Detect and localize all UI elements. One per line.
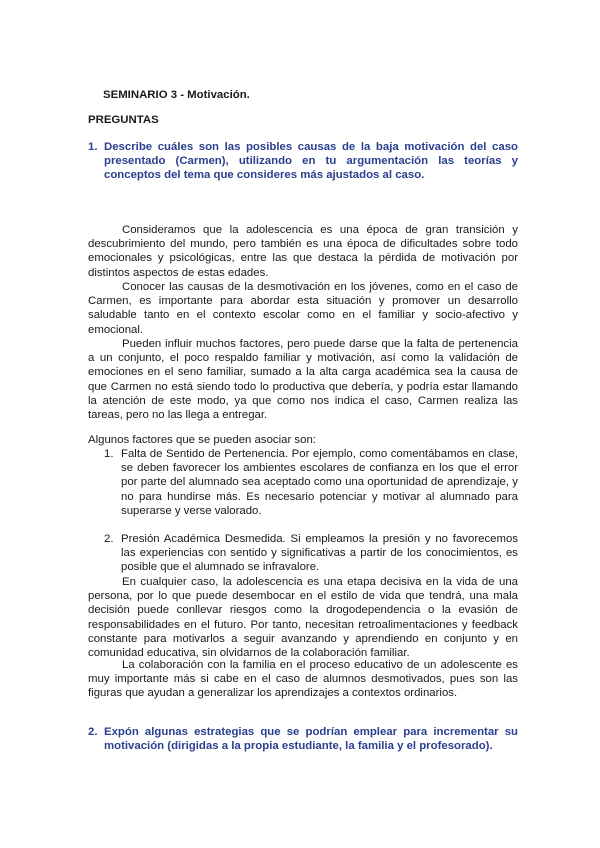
- question-1-text: Describe cuáles son las posibles causas de la baja motivación del caso presentado (Carmen), utilizando en tu argumentación las teorías y conceptos del tema que consideres más ajustados al caso.: [104, 141, 518, 182]
- factor-item-number: 2.: [104, 533, 114, 545]
- paragraph-1: Consideramos que la adolescencia es una época de gran transición y descubrimiento del mundo, pero también es una época de dificultades sobre todo emocionales y psicológicas, entre las que destaca la pérdida de motivación por distintos aspectos de estas edades.: [88, 224, 518, 279]
- paragraph-2: Conocer las causas de la desmotivación en los jóvenes, como en el caso de Carmen, es importante para abordar esta situación y promover un desarrollo saludable tanto en el contexto escolar como en el familiar y socio-afectivo y emocional.: [88, 281, 518, 336]
- question-1-number: 1.: [88, 141, 98, 153]
- factor-item-text: Presión Académica Desmedida. Si empleamos la presión y no favorecemos las experiencias con sentido y significativas a partir de los conocimientos, es posible que el alumnado se infravalore.: [121, 533, 518, 574]
- question-2-number: 2.: [88, 726, 98, 738]
- section-heading: PREGUNTAS: [88, 114, 159, 126]
- factor-item-2: [104, 532, 518, 575]
- question-2: [88, 725, 518, 753]
- paragraph-5: La colaboración con la familia en el proceso educativo de un adolescente es muy importante más si cabe en el caso de alumnos desmotivados, pues son las figuras que ayudan a generalizar los aprendizajes a contextos ordinarios.: [88, 659, 518, 700]
- document-title: SEMINARIO 3 - Motivación.: [103, 89, 250, 101]
- paragraph-3: Pueden influir muchos factores, pero puede darse que la falta de pertenencia a un conjunto, el poco respaldo familiar y motivación, así como la validación de emociones en el seno familiar, sumado a la alta carga académica sea la causa de que Carmen no está siendo todo lo productiva que debería, y podría estar llamando la atención de este modo, ya que como nos indica el caso, Carmen realiza las tareas, pero no las llega a entregar.: [88, 338, 518, 422]
- factor-item-1: [104, 447, 518, 518]
- factor-item-number: 1.: [104, 448, 114, 460]
- question-1: [88, 140, 518, 183]
- factors-intro: Algunos factores que se pueden asociar son:: [88, 434, 316, 446]
- factor-item-text: Falta de Sentido de Pertenencia. Por ejemplo, como comentábamos en clase, se deben favorecer los ambientes escolares de confianza en los que el error por parte del alumnado sea aceptado como una oportunidad de aprendizaje, y no para hundirse más. Es necesario potenciar y motivar al alumnado para superarse y verse valorado.: [121, 448, 518, 517]
- question-2-text: Expón algunas estrategias que se podrían emplear para incrementar su motivación (dirigidas a la propia estudiante, la familia y el profesorado).: [104, 726, 518, 753]
- paragraph-4: En cualquier caso, la adolescencia es una etapa decisiva en la vida de una persona, por lo que puede desembocar en el estilo de vida que tendrá, una mala decisión puede conllevar riesgos como la drogodependencia o la evasión de responsabilidades en el futuro. Por tanto, necesitan retroalimentaciones y feedback constante para motivarlos a seguir avanzando y aprendiendo en conjunto y en comunidad educativa, sin olvidarnos de la colaboración familiar.: [88, 576, 518, 660]
